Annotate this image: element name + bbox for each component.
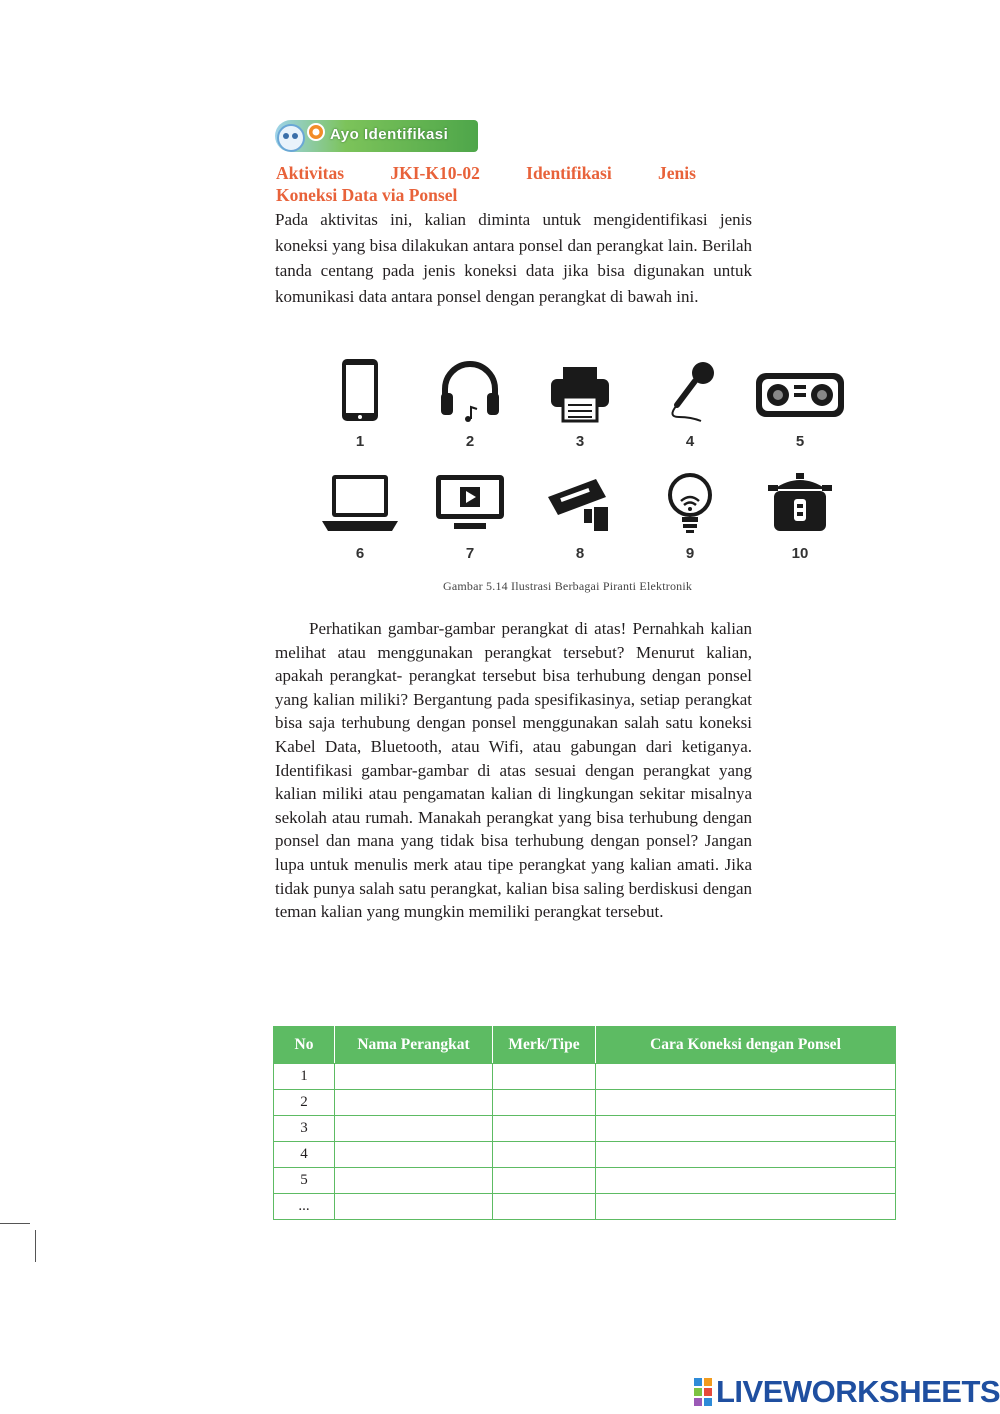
table-row — [274, 1090, 896, 1116]
title-part: Jenis — [658, 163, 696, 183]
device-number: 4 — [685, 433, 695, 450]
row-number: 2 — [274, 1090, 335, 1116]
cara-koneksi-cell[interactable] — [596, 1168, 896, 1194]
device-number: 8 — [575, 545, 585, 562]
device-item — [310, 355, 410, 450]
intro-paragraph: Pada aktivitas ini, kalian diminta untuk mengidentifikasi jenis koneksi yang bisa dilakukan antara ponsel dan perangkat lain. Berilah tanda centang pada jenis koneksi data jika bisa digunakan untuk komunikasi data antara ponsel dengan perangkat di bawah ini. — [275, 210, 752, 306]
cara-koneksi-cell[interactable] — [596, 1116, 896, 1142]
body-paragraph: Perhatikan gambar-gambar perangkat di atas! Pernahkah kalian melihat atau menggunakan perangkat tersebut? Menurut kalian, apakah perangkat- perangkat tersebut bisa terhubung dengan ponsel yang kalian miliki? Bergantung pada spesifikasinya, setiap perangkat bisa saja terhubung dengan ponsel menggunakan salah satu koneksi Kabel Data, Bluetooth, atau Wifi, atau gabungan dari ketiganya. Identifikasi gambar-gambar di atas sesuai dengan perangkat yang kalian miliki atau pengamatan kalian di lingkungan sekitar misalnya sekolah atau rumah. Manakah perangkat yang bisa terhubung dengan ponsel dan mana yang tidak bisa terhubung dengan ponsel? Jangan lupa untuk menulis merk atau tipe perangkat yang kalian amati. Jika tidak punya salah satu perangkat, kalian bisa saling berdiskusi dengan teman kalian yang mungkin memiliki perangkat tersebut. — [275, 619, 752, 922]
row-number: 3 — [274, 1116, 335, 1142]
nama-perangkat-cell[interactable] — [335, 1194, 493, 1220]
header-merk-tipe: Merk/Tipe — [493, 1027, 596, 1064]
merk-tipe-cell[interactable] — [493, 1194, 596, 1220]
figure-caption: Gambar 5.14 Ilustrasi Berbagai Piranti Elektronik — [443, 579, 693, 593]
activity-title-line2: Koneksi Data via Ponsel — [276, 185, 458, 205]
monitor-play-icon — [430, 467, 510, 539]
table-row — [274, 1168, 896, 1194]
printer-icon — [545, 355, 615, 427]
title-part: JKI-K10-02 — [390, 163, 480, 183]
logo-grid-icon — [694, 1378, 712, 1406]
device-item — [530, 355, 630, 450]
nama-perangkat-cell[interactable] — [335, 1168, 493, 1194]
cara-koneksi-cell[interactable] — [596, 1090, 896, 1116]
row-number: 5 — [274, 1168, 335, 1194]
page-margin-mark — [0, 1223, 30, 1224]
headphones-icon — [435, 355, 505, 427]
device-item — [640, 467, 740, 562]
row-number: ... — [274, 1194, 335, 1220]
device-item — [530, 467, 630, 562]
device-number: 5 — [795, 433, 805, 450]
device-number: 2 — [465, 433, 475, 450]
badge-label: Ayo Identifikasi — [330, 126, 449, 143]
nama-perangkat-cell[interactable] — [335, 1090, 493, 1116]
nama-perangkat-cell[interactable] — [335, 1116, 493, 1142]
nama-perangkat-cell[interactable] — [335, 1142, 493, 1168]
device-item — [420, 467, 520, 562]
activity-title-line1 — [276, 162, 696, 184]
merk-tipe-cell[interactable] — [493, 1090, 596, 1116]
brand-name: LIVEWORKSHEETS — [716, 1374, 1000, 1409]
page-margin-mark — [35, 1230, 36, 1262]
merk-tipe-cell[interactable] — [493, 1116, 596, 1142]
table-row — [274, 1116, 896, 1142]
cctv-camera-icon — [540, 467, 620, 539]
table-row — [274, 1064, 896, 1090]
device-item — [750, 467, 850, 562]
row-number: 1 — [274, 1064, 335, 1090]
row-number: 4 — [274, 1142, 335, 1168]
title-part: Identifikasi — [526, 163, 612, 183]
header-no: No — [274, 1027, 335, 1064]
device-number: 7 — [465, 545, 475, 562]
device-item — [420, 355, 520, 450]
device-number: 3 — [575, 433, 585, 450]
device-table — [273, 1026, 896, 1220]
merk-tipe-cell[interactable] — [493, 1064, 596, 1090]
rice-cooker-icon — [762, 467, 838, 539]
merk-tipe-cell[interactable] — [493, 1142, 596, 1168]
laptop-icon — [318, 467, 402, 539]
microphone-icon — [655, 355, 725, 427]
table-header-row — [274, 1027, 896, 1064]
device-number: 1 — [355, 433, 365, 450]
table-row — [274, 1194, 896, 1220]
ayo-identifikasi-badge — [275, 120, 478, 152]
cara-koneksi-cell[interactable] — [596, 1142, 896, 1168]
liveworksheets-logo — [694, 1374, 1000, 1410]
cara-koneksi-cell[interactable] — [596, 1194, 896, 1220]
mascot-icon — [275, 120, 333, 152]
smart-bulb-icon — [655, 467, 725, 539]
device-number: 9 — [685, 545, 695, 562]
table-row — [274, 1142, 896, 1168]
title-part: Aktivitas — [276, 163, 345, 183]
device-item — [640, 355, 740, 450]
header-nama-perangkat: Nama Perangkat — [335, 1027, 493, 1064]
device-item — [310, 467, 410, 562]
nama-perangkat-cell[interactable] — [335, 1064, 493, 1090]
header-cara-koneksi: Cara Koneksi dengan Ponsel — [596, 1027, 896, 1064]
device-item — [750, 355, 850, 450]
cara-koneksi-cell[interactable] — [596, 1064, 896, 1090]
tablet-icon — [330, 355, 390, 427]
device-number: 10 — [791, 545, 809, 562]
device-figure — [310, 345, 862, 577]
device-number: 6 — [355, 545, 365, 562]
merk-tipe-cell[interactable] — [493, 1168, 596, 1194]
speaker-icon — [752, 355, 848, 427]
